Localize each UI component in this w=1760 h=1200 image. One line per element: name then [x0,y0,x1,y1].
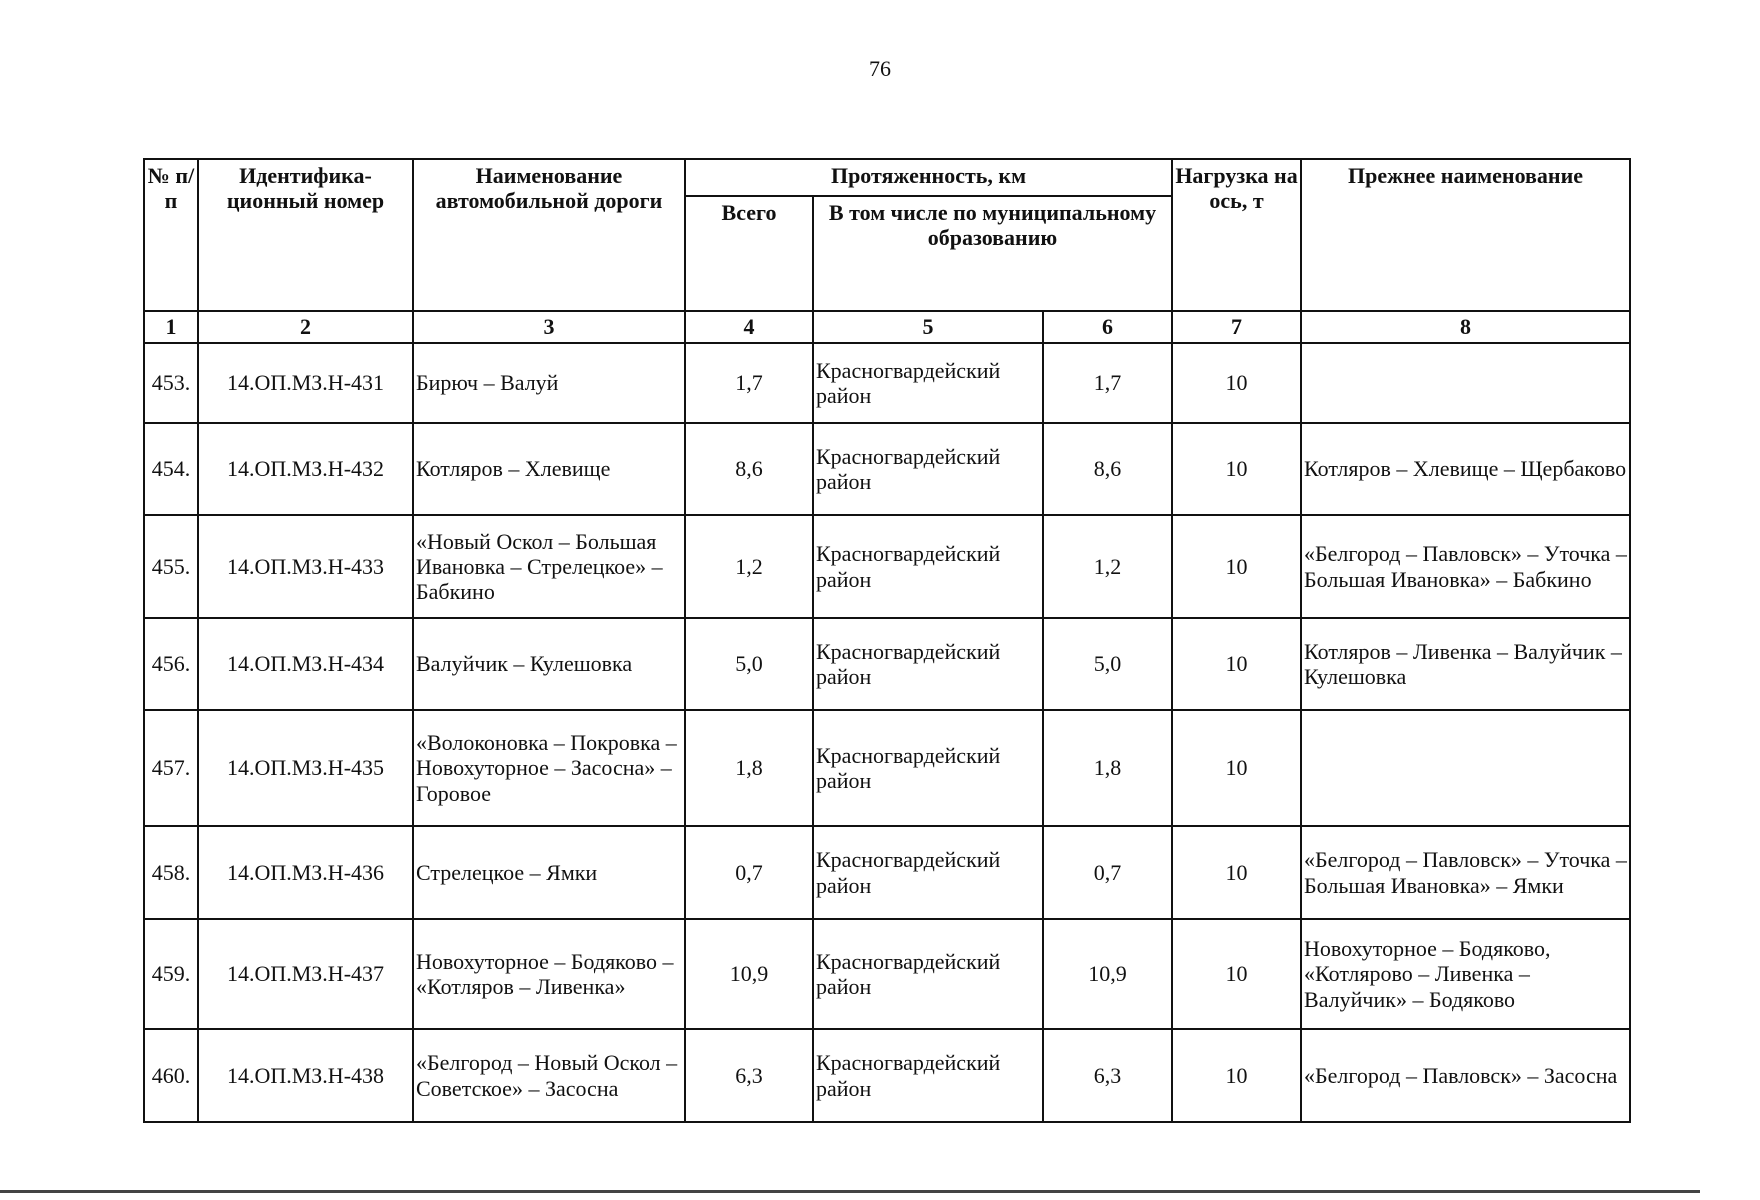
row-former-name [1301,343,1630,423]
column-number: 1 [144,311,198,343]
row-total-km: 10,9 [685,919,813,1029]
row-id: 14.ОП.МЗ.Н-433 [198,515,413,618]
column-number: 7 [1172,311,1301,343]
header-num: № п/п [144,159,198,311]
row-total-km: 1,2 [685,515,813,618]
row-id: 14.ОП.МЗ.Н-438 [198,1029,413,1122]
page-number: 76 [869,56,891,81]
row-axle-load: 10 [1172,710,1301,826]
row-former-name: «Белгород – Павловск» – Уточка – Большая Ивановка» – Ямки [1301,826,1630,919]
header-axle-load: Нагрузка на ось, т [1172,159,1301,311]
row-num: 455. [144,515,198,618]
header-total: Всего [685,196,813,311]
table-row [144,826,1630,919]
column-number: 6 [1043,311,1172,343]
row-total-km: 6,3 [685,1029,813,1122]
row-former-name: Котляров – Хлевище – Щербаково [1301,423,1630,515]
row-former-name: «Белгород – Павловск» – Засосна [1301,1029,1630,1122]
row-total-km: 8,6 [685,423,813,515]
row-num: 460. [144,1029,198,1122]
row-total-km: 5,0 [685,618,813,710]
row-num: 459. [144,919,198,1029]
row-district: Красногвардейский район [813,423,1043,515]
row-former-name [1301,710,1630,826]
row-district-km: 6,3 [1043,1029,1172,1122]
row-total-km: 1,8 [685,710,813,826]
row-id: 14.ОП.МЗ.Н-436 [198,826,413,919]
row-total-km: 1,7 [685,343,813,423]
row-road-name: Стрелецкое – Ямки [413,826,685,919]
row-axle-load: 10 [1172,423,1301,515]
row-axle-load: 10 [1172,515,1301,618]
row-num: 453. [144,343,198,423]
header-row [144,159,1630,196]
row-former-name: Котляров – Ливенка – Валуйчик – Кулешовка [1301,618,1630,710]
row-road-name: «Волоконовка – Покровка – Новохуторное – Засосна» – Горовое [413,710,685,826]
row-district: Красногвардейский район [813,618,1043,710]
column-number-row [144,311,1630,343]
row-district-km: 1,2 [1043,515,1172,618]
row-axle-load: 10 [1172,1029,1301,1122]
row-num: 456. [144,618,198,710]
table-row [144,423,1630,515]
row-district: Красногвардейский район [813,515,1043,618]
row-road-name: Валуйчик – Кулешовка [413,618,685,710]
row-former-name: «Белгород – Павловск» – Уточка – Большая Ивановка» – Бабкино [1301,515,1630,618]
row-district: Красногвардейский район [813,1029,1043,1122]
row-district-km: 8,6 [1043,423,1172,515]
row-id: 14.ОП.МЗ.Н-431 [198,343,413,423]
column-number: 8 [1301,311,1630,343]
row-district-km: 10,9 [1043,919,1172,1029]
row-total-km: 0,7 [685,826,813,919]
row-road-name: Котляров – Хлевище [413,423,685,515]
row-id: 14.ОП.МЗ.Н-432 [198,423,413,515]
header-length: Протяженность, км [685,159,1172,196]
column-number: 5 [813,311,1043,343]
table-row [144,1029,1630,1122]
row-axle-load: 10 [1172,618,1301,710]
table-row [144,919,1630,1029]
column-number: 2 [198,311,413,343]
row-district: Красногвардейский район [813,919,1043,1029]
row-num: 454. [144,423,198,515]
table-row [144,515,1630,618]
roads-table [143,158,1631,1123]
header-municipal: В том числе по муниципальному образованию [813,196,1172,311]
header-road-name: Наименование автомобильной дороги [413,159,685,311]
row-road-name: Новохуторное – Бодяково – «Котляров – Ливенка» [413,919,685,1029]
row-road-name: «Новый Оскол – Большая Ивановка – Стрелецкое» – Бабкино [413,515,685,618]
row-num: 457. [144,710,198,826]
row-axle-load: 10 [1172,343,1301,423]
row-district-km: 5,0 [1043,618,1172,710]
column-number: 4 [685,311,813,343]
row-district-km: 1,7 [1043,343,1172,423]
row-road-name: Бирюч – Валуй [413,343,685,423]
row-axle-load: 10 [1172,826,1301,919]
row-district-km: 0,7 [1043,826,1172,919]
row-district: Красногвардейский район [813,710,1043,826]
bottom-rule [0,1190,1700,1193]
row-road-name: «Белгород – Новый Оскол – Советское» – Засосна [413,1029,685,1122]
row-district: Красногвардейский район [813,826,1043,919]
row-num: 458. [144,826,198,919]
row-id: 14.ОП.МЗ.Н-434 [198,618,413,710]
table-row [144,710,1630,826]
row-id: 14.ОП.МЗ.Н-437 [198,919,413,1029]
row-district-km: 1,8 [1043,710,1172,826]
row-axle-load: 10 [1172,919,1301,1029]
row-id: 14.ОП.МЗ.Н-435 [198,710,413,826]
row-district: Красногвардейский район [813,343,1043,423]
header-id: Идентифика-ционный номер [198,159,413,311]
table-row [144,618,1630,710]
row-former-name: Новохуторное – Бодяково, «Котлярово – Ливенка – Валуйчик» – Бодяково [1301,919,1630,1029]
column-number: 3 [413,311,685,343]
header-former-name: Прежнее наименование [1301,159,1630,311]
table-row [144,343,1630,423]
